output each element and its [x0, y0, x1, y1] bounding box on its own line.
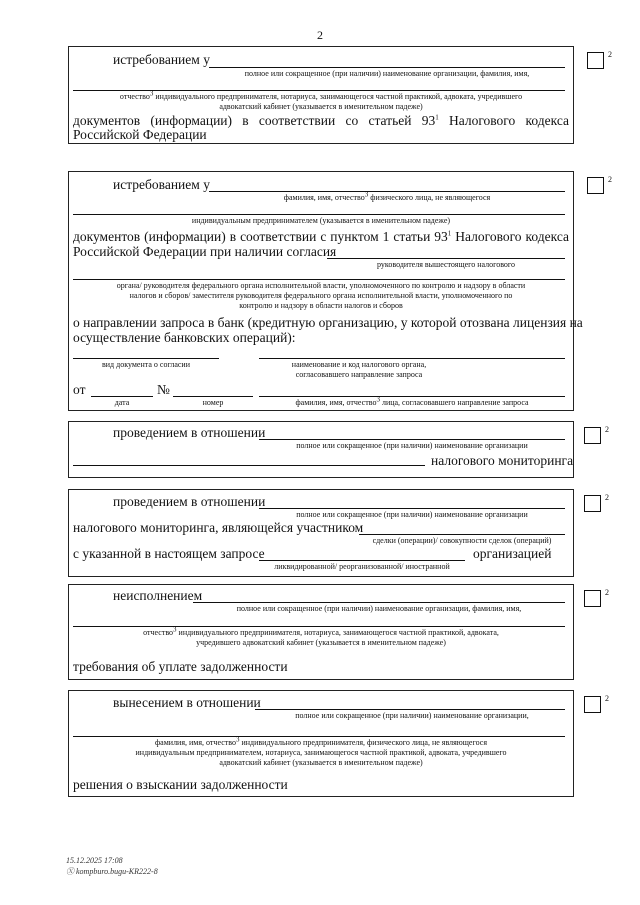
- entry-line[interactable]: [327, 258, 565, 259]
- footnote-mark: 2: [608, 175, 612, 184]
- field-caption: фамилия, имя, отчество$^3$ физического лица, не являющегося: [283, 190, 491, 202]
- entry-line[interactable]: [259, 560, 465, 561]
- field-caption: полное или сокращенное (при наличии) наименование организации,: [295, 711, 529, 720]
- field-caption: отчество$^3$ индивидуального предпринимателя, нотариуса, занимающегося частной практикой, адвоката, учредившего: [119, 89, 523, 101]
- section-body: документов (информации) в соответствии со статьей $93^1$ Налогового кодекса: [73, 113, 569, 128]
- section-tax-monitoring: [68, 421, 574, 478]
- entry-line[interactable]: [209, 191, 565, 192]
- section-3-checkbox[interactable]: [584, 427, 601, 444]
- section-body: требования об уплате задолженности: [73, 659, 288, 674]
- date-line[interactable]: [91, 396, 153, 397]
- entry-line[interactable]: [73, 214, 565, 215]
- approver-name-line[interactable]: [259, 396, 565, 397]
- section-non-fulfillment: [68, 584, 574, 680]
- section-body: Российской Федерации при наличии согласия: [73, 244, 337, 259]
- section-body: налогового мониторинга, являющейся участником: [73, 520, 364, 535]
- field-caption: полное или сокращенное (при наличии) наименование организации, фамилия, имя,: [236, 604, 522, 613]
- section-4-checkbox[interactable]: [584, 495, 601, 512]
- field-caption: контролю и надзору в области налогов и сборов: [239, 301, 403, 310]
- field-caption: адвокатский кабинет (указывается в именительном падеже): [219, 102, 423, 111]
- section-lead: проведением в отношении: [113, 425, 266, 440]
- section-5-checkbox[interactable]: [584, 590, 601, 607]
- field-caption: индивидуальным предпринимателем, нотариуса, занимающегося частной практикой, адвоката, учредившего: [135, 748, 507, 757]
- number-sign: №: [157, 382, 170, 397]
- section-1-checkbox[interactable]: [587, 52, 604, 69]
- footnote-mark: 2: [608, 50, 612, 59]
- field-caption: отчество$^3$ индивидуального предпринимателя, нотариуса, занимающегося частной практикой, адвоката,: [143, 625, 499, 637]
- number-line[interactable]: [173, 396, 253, 397]
- footer-code: Ⓧ kompburo.bugu-KR222-8: [66, 867, 158, 876]
- field-caption: фамилия, имя, отчество$^3$ лица, согласовавшего направление запроса: [295, 395, 529, 407]
- entry-line[interactable]: [73, 279, 565, 280]
- entry-line[interactable]: [209, 67, 565, 68]
- field-caption: номер: [202, 398, 224, 407]
- section-body: о направлении запроса в банк (кредитную организацию, у которой отозвана лицензия на: [73, 315, 583, 330]
- section-lead: истребованием у: [113, 177, 210, 192]
- entry-line[interactable]: [73, 736, 565, 737]
- section-tax-monitoring-transaction: [68, 489, 574, 577]
- field-caption: ликвидированной/ реорганизованной/ иностранной: [274, 562, 450, 571]
- field-caption: наименование и код налогового органа,: [291, 360, 427, 369]
- field-caption: фамилия, имя, отчество$^3$ индивидуального предпринимателя, физического лица, не являющегося: [154, 735, 487, 747]
- section-lead: неисполнением: [113, 588, 203, 603]
- section-lead: вынесением в отношении: [113, 695, 261, 710]
- entry-line[interactable]: [193, 602, 565, 603]
- footer-timestamp: 15.12.2025 17:08: [66, 856, 123, 865]
- field-caption: дата: [114, 398, 130, 407]
- section-collection-decision: [68, 690, 574, 797]
- field-caption: налогов и сборов/ заместителя руководителя федерального органа исполнительной власти, уполномоченного по: [129, 291, 513, 300]
- page-number: 2: [317, 28, 323, 42]
- field-caption: сделки (операции)/ совокупности сделок (операций): [372, 536, 552, 545]
- section-lead: проведением в отношении: [113, 494, 266, 509]
- section-request-individual: [68, 171, 583, 411]
- entry-line[interactable]: [359, 534, 565, 535]
- field-caption: учредившего адвокатский кабинет (указывается в именительном падеже): [196, 638, 446, 647]
- entry-line[interactable]: [259, 439, 565, 440]
- section-6-checkbox[interactable]: [584, 696, 601, 713]
- section-request-organization: [68, 46, 574, 144]
- section-body: с указанной в настоящем запросе: [73, 546, 265, 561]
- document-type-line[interactable]: [73, 358, 219, 359]
- section-body: организацией: [473, 546, 552, 561]
- field-caption: полное или сокращенное (при наличии) наименование организации: [296, 510, 528, 519]
- field-caption: полное или сокращенное (при наличии) наименование организации, фамилия, имя,: [244, 69, 530, 78]
- field-caption: полное или сокращенное (при наличии) наименование организации: [296, 441, 528, 450]
- field-caption: вид документа о согласии: [102, 360, 190, 369]
- field-caption: органа/ руководителя федерального органа исполнительной власти, уполномоченного по контролю и надзору в области: [116, 281, 526, 290]
- footnote-mark: 2: [605, 588, 609, 597]
- section-2-checkbox[interactable]: [587, 177, 604, 194]
- entry-line[interactable]: [73, 90, 565, 91]
- footnote-mark: 2: [605, 694, 609, 703]
- entry-line[interactable]: [255, 709, 565, 710]
- field-caption: адвокатский кабинет (указывается в именительном падеже): [219, 758, 423, 767]
- footnote-mark: 2: [605, 425, 609, 434]
- tax-authority-line[interactable]: [259, 358, 565, 359]
- section-body: документов (информации) в соответствии с пунктом 1 статьи $93^1$ Налогового кодекса: [73, 229, 569, 244]
- section-body: налогового мониторинга: [431, 453, 574, 468]
- footnote-mark: 2: [605, 493, 609, 502]
- entry-line[interactable]: [73, 465, 425, 466]
- section-body: решения о взыскании задолженности: [73, 777, 288, 792]
- entry-line[interactable]: [73, 626, 565, 627]
- field-caption: индивидуальным предпринимателем (указывается в именительном падеже): [191, 216, 451, 225]
- section-body: Российской Федерации: [73, 127, 207, 142]
- field-caption: руководителя вышестоящего налогового: [376, 260, 516, 269]
- section-lead: истребованием у: [113, 52, 210, 67]
- from-label: от: [73, 382, 86, 397]
- section-body: осуществление банковских операций):: [73, 330, 296, 345]
- entry-line[interactable]: [259, 508, 565, 509]
- document-footer: [66, 855, 158, 877]
- field-caption: согласовавшего направление запроса: [295, 370, 423, 379]
